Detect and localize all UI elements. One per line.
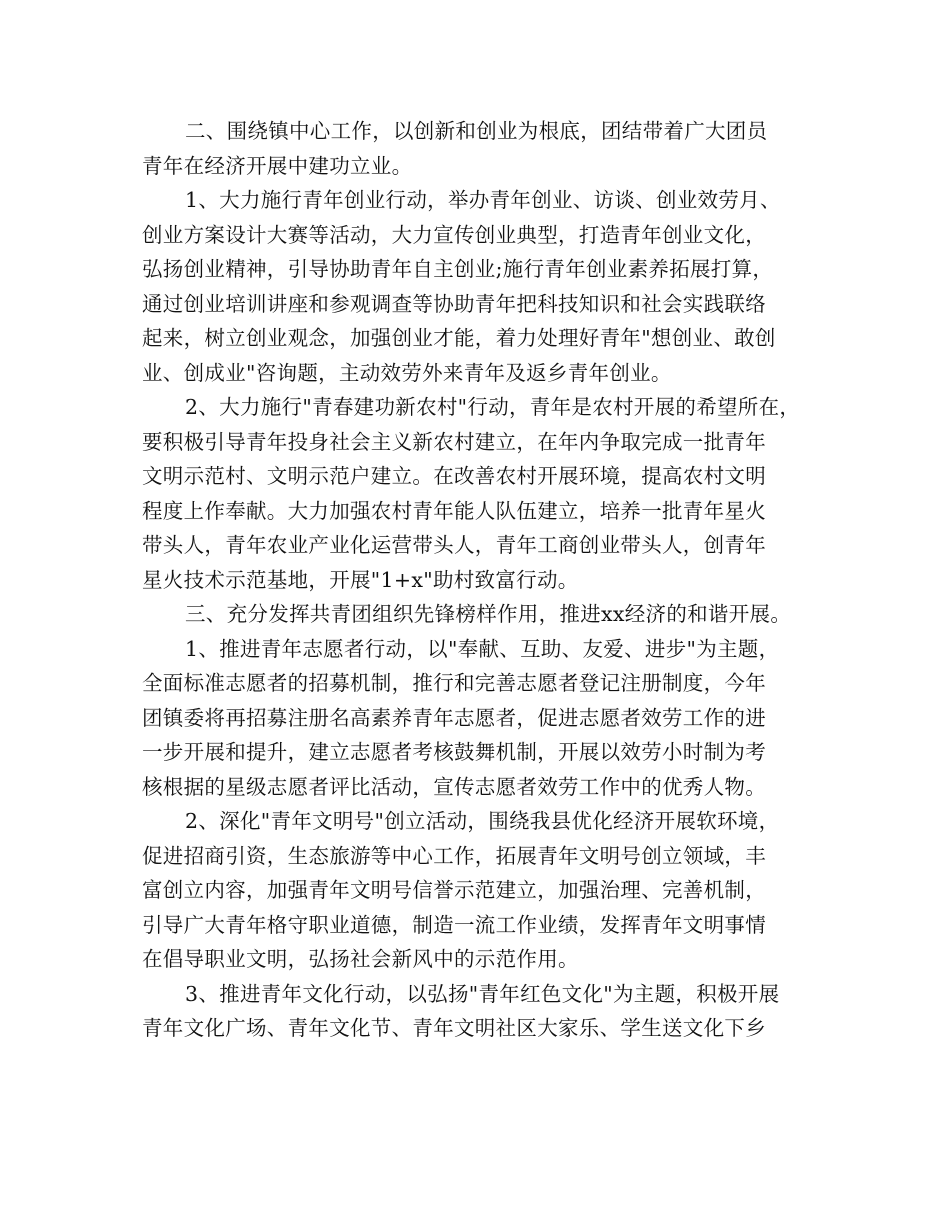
text-line: 文明示范村、文明示范户建立。在改善农村开展环境，提高农村文明 bbox=[142, 464, 766, 488]
text-line: 3、推进青年文化行动，以弘扬"青年红色文化"为主题，积极开展 bbox=[185, 981, 780, 1006]
text-line: 促进招商引资，生态旅游等中心工作，拓展青年文明号创立领域，丰 bbox=[142, 843, 766, 868]
text-line: 要积极引导青年投身社会主义新农村建立，在年内争取完成一批青年 bbox=[142, 429, 766, 454]
text-line: 三、充分发挥共青团组织先锋榜样作用，推进xx经济的和谐开展。 bbox=[185, 602, 792, 626]
text-line: 二、围绕镇中心工作，以创新和创业为根底，团结带着广大团员 bbox=[185, 119, 768, 143]
text-line: 青年文化广场、青年文化节、青年文明社区大家乐、学生送文化下乡 bbox=[142, 1016, 766, 1040]
text-line: 1、推进青年志愿者行动，以"奉献、互助、友爱、进步"为主题， bbox=[185, 636, 780, 661]
text-line: 青年在经济开展中建功立业。 bbox=[142, 153, 413, 178]
paragraph-new-countryside bbox=[142, 390, 814, 597]
text-line: 富创立内容，加强青年文明号信誉示范建立，加强治理、完善机制， bbox=[142, 878, 766, 902]
text-line: 起来，树立创业观念，加强创业才能，着力处理好青年"想创业、敢创 bbox=[142, 326, 776, 350]
paragraph-section-two-heading bbox=[142, 114, 814, 183]
paragraph-youth-entrepreneurship bbox=[142, 183, 814, 390]
text-line: 一步开展和提升，建立志愿者考核鼓舞机制，开展以效劳小时制为考 bbox=[142, 740, 766, 764]
text-line: 程度上作奉献。大力加强农村青年能人队伍建立，培养一批青年星火 bbox=[142, 498, 766, 523]
text-line: 在倡导职业文明，弘扬社会新风中的示范作用。 bbox=[142, 947, 579, 971]
text-line: 带头人，青年农业产业化运营带头人，青年工商创业带头人，创青年 bbox=[142, 533, 766, 557]
document-body bbox=[142, 114, 814, 1046]
text-line: 核根据的星级志愿者评比活动，宣传志愿者效劳工作中的优秀人物。 bbox=[142, 774, 766, 799]
text-line: 全面标准志愿者的招募机制，推行和完善志愿者登记注册制度，今年 bbox=[142, 671, 766, 695]
text-line: 2、深化"青年文明号"创立活动，围绕我县优化经济开展软环境， bbox=[185, 809, 780, 833]
text-line: 星火技术示范基地，开展"1+x"助村致富行动。 bbox=[142, 567, 579, 592]
paragraph-civilization-post bbox=[142, 804, 814, 977]
paragraph-volunteer-action bbox=[142, 632, 814, 805]
text-line: 团镇委将再招募注册名高素养青年志愿者，促进志愿者效劳工作的进 bbox=[142, 705, 766, 730]
text-line: 业、创成业"咨询题，主动效劳外来青年及返乡青年创业。 bbox=[142, 360, 672, 385]
text-line: 1、大力施行青年创业行动，举办青年创业、访谈、创业效劳月、 bbox=[185, 188, 781, 212]
text-line: 2、大力施行"青春建功新农村"行动，青年是农村开展的希望所在， bbox=[185, 395, 801, 419]
text-line: 通过创业培训讲座和参观调查等协助青年把科技知识和社会实践联络 bbox=[142, 291, 766, 316]
paragraph-youth-culture bbox=[142, 977, 814, 1046]
text-line: 弘扬创业精神，引导协助青年自主创业;施行青年创业素养拓展打算， bbox=[142, 257, 774, 281]
paragraph-section-three-heading bbox=[142, 597, 814, 632]
text-line: 引导广大青年格守职业道德，制造一流工作业绩，发挥青年文明事情 bbox=[142, 912, 766, 937]
text-line: 创业方案设计大赛等活动，大力宣传创业典型，打造青年创业文化， bbox=[142, 222, 766, 247]
